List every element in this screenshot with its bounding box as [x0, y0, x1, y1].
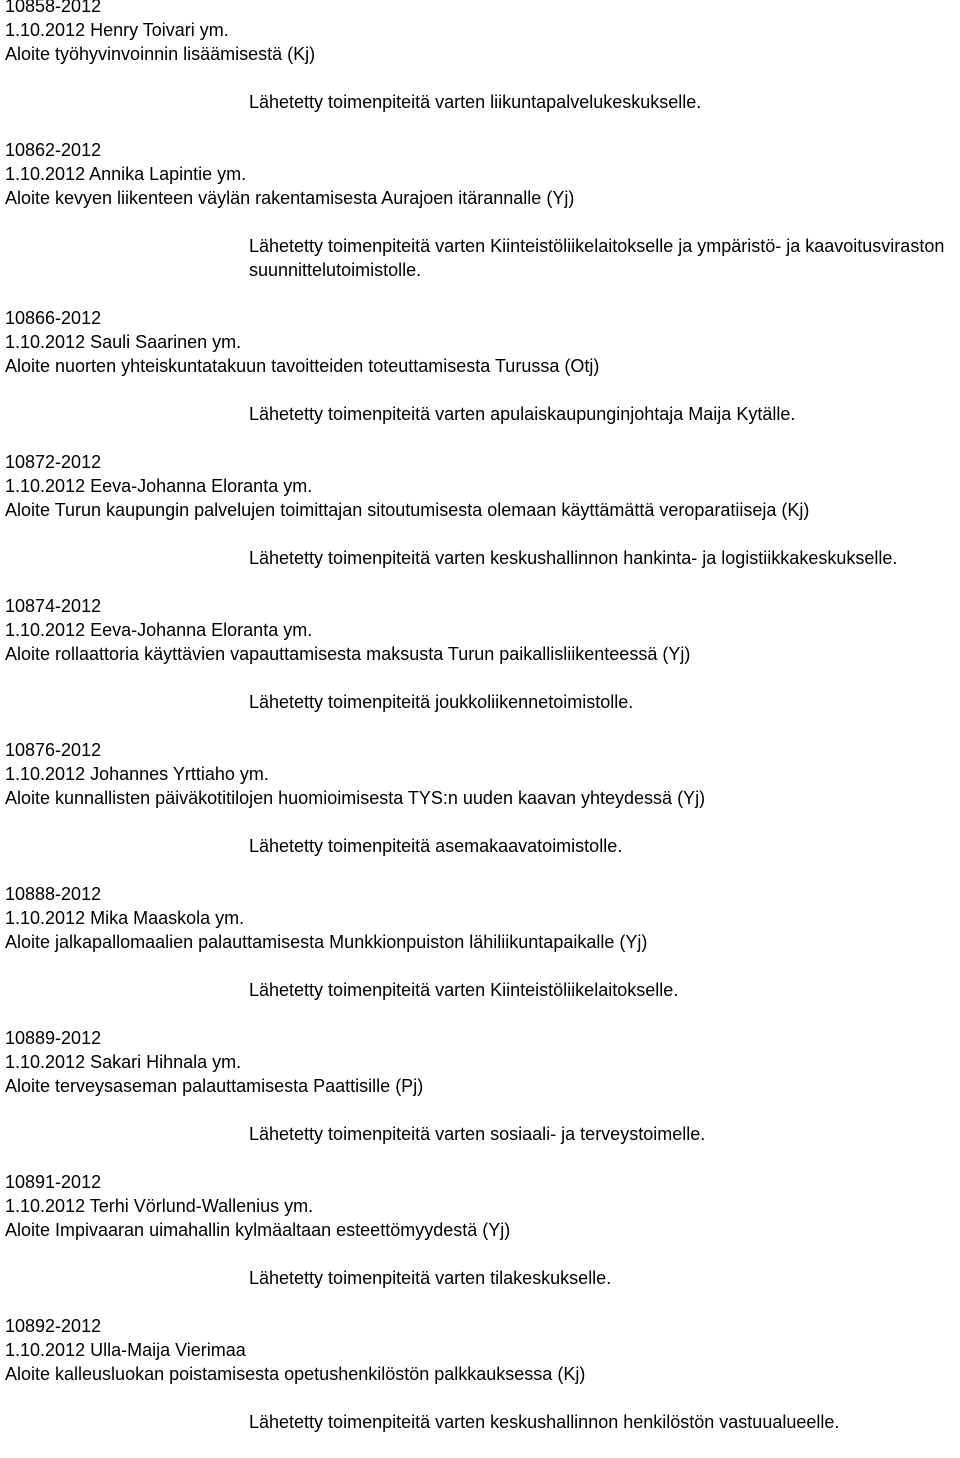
entry-title: Aloite terveysaseman palauttamisesta Paattisille (Pj) — [5, 1076, 424, 1096]
entry-gap — [5, 1290, 955, 1314]
entry-gap — [5, 1146, 955, 1170]
entry-date-author: 1.10.2012 Johannes Yrttiaho ym. — [5, 764, 269, 784]
entry-gap — [5, 210, 955, 234]
entry-number: 10862-2012 — [5, 140, 102, 160]
entry-date-author: 1.10.2012 Sauli Saarinen ym. — [5, 332, 242, 352]
entry-note: Lähetetty toimenpiteitä joukkoliikennetoimistolle. — [249, 692, 634, 712]
entry-gap — [5, 714, 955, 738]
entry-title: Aloite jalkapallomaalien palauttamisesta Munkkionpuiston lähiliikuntapaikalle (Yj) — [5, 932, 648, 952]
entry-gap — [5, 114, 955, 138]
initiative-entry — [5, 738, 955, 882]
entry-note: Lähetetty toimenpiteitä varten keskushallinnon henkilöstön vastuualueelle. — [249, 1412, 840, 1432]
entry-note: Lähetetty toimenpiteitä asemakaavatoimistolle. — [249, 836, 623, 856]
entry-gap — [5, 378, 955, 402]
entry-number: 10872-2012 — [5, 452, 102, 472]
entry-gap — [5, 570, 955, 594]
entry-gap — [5, 954, 955, 978]
initiative-entry — [5, 882, 955, 1026]
entry-note: Lähetetty toimenpiteitä varten liikuntapalvelukeskukselle. — [249, 92, 702, 112]
entry-date-author: 1.10.2012 Terhi Vörlund-Wallenius ym. — [5, 1196, 314, 1216]
entry-number: 10866-2012 — [5, 308, 102, 328]
entry-gap — [5, 522, 955, 546]
initiative-entry — [5, 450, 955, 594]
entry-date-author: 1.10.2012 Ulla-Maija Vierimaa — [5, 1340, 246, 1360]
entry-gap — [5, 1098, 955, 1122]
initiative-entry — [5, 138, 955, 306]
entry-number: 10891-2012 — [5, 1172, 102, 1192]
entry-title: Aloite kunnallisten päiväkotitilojen huomioimisesta TYS:n uuden kaavan yhteydessä (Yj) — [5, 788, 706, 808]
entry-note: Lähetetty toimenpiteitä varten Kiinteistöliikelaitokselle ja ympäristö- ja kaavoitusviraston suunnittelutoimistolle. — [249, 236, 945, 280]
entry-note: Lähetetty toimenpiteitä varten tilakeskukselle. — [249, 1268, 612, 1288]
initiative-entry — [5, 1170, 955, 1314]
document-body — [5, 0, 955, 1458]
entry-date-author: 1.10.2012 Annika Lapintie ym. — [5, 164, 247, 184]
entry-gap — [5, 1242, 955, 1266]
entry-number: 10874-2012 — [5, 596, 102, 616]
entry-title: Aloite Impivaaran uimahallin kylmäaltaan esteettömyydestä (Yj) — [5, 1220, 511, 1240]
entry-title: Aloite Turun kaupungin palvelujen toimittajan sitoutumisesta olemaan käyttämättä veroparatiiseja (Kj) — [5, 500, 810, 520]
entry-number: 10876-2012 — [5, 740, 102, 760]
initiative-entry — [5, 594, 955, 738]
entry-gap — [5, 810, 955, 834]
entry-note: Lähetetty toimenpiteitä varten Kiinteistöliikelaitokselle. — [249, 980, 679, 1000]
entry-note: Lähetetty toimenpiteitä varten sosiaali- ja terveystoimelle. — [249, 1124, 706, 1144]
entry-gap — [5, 1434, 955, 1458]
entry-date-author: 1.10.2012 Eeva-Johanna Eloranta ym. — [5, 620, 313, 640]
initiative-entry — [5, 1026, 955, 1170]
entry-number: 10888-2012 — [5, 884, 102, 904]
entry-gap — [5, 66, 955, 90]
entry-number: 10892-2012 — [5, 1316, 102, 1336]
entry-gap — [5, 1002, 955, 1026]
entry-note: Lähetetty toimenpiteitä varten apulaiskaupunginjohtaja Maija Kytälle. — [249, 404, 796, 424]
entry-date-author: 1.10.2012 Eeva-Johanna Eloranta ym. — [5, 476, 313, 496]
entry-title: Aloite kalleusluokan poistamisesta opetushenkilöstön palkkauksessa (Kj) — [5, 1364, 586, 1384]
entry-gap — [5, 426, 955, 450]
initiative-entry — [5, 1314, 955, 1458]
initiative-entry — [5, 0, 955, 138]
entry-date-author: 1.10.2012 Mika Maaskola ym. — [5, 908, 245, 928]
initiative-entry — [5, 306, 955, 450]
entry-gap — [5, 666, 955, 690]
entry-gap — [5, 858, 955, 882]
entry-note: Lähetetty toimenpiteitä varten keskushallinnon hankinta- ja logistiikkakeskukselle. — [249, 548, 898, 568]
entry-gap — [5, 282, 955, 306]
entry-title: Aloite kevyen liikenteen väylän rakentamisesta Aurajoen itärannalle (Yj) — [5, 188, 575, 208]
entry-title: Aloite nuorten yhteiskuntatakuun tavoitteiden toteuttamisesta Turussa (Otj) — [5, 356, 600, 376]
entry-title: Aloite työhyvinvoinnin lisäämisestä (Kj) — [5, 44, 316, 64]
entry-gap — [5, 1386, 955, 1410]
initiative-list — [5, 0, 955, 1458]
entry-date-author: 1.10.2012 Henry Toivari ym. — [5, 20, 229, 40]
entry-number: 10889-2012 — [5, 1028, 102, 1048]
entry-title: Aloite rollaattoria käyttävien vapauttamisesta maksusta Turun paikallisliikenteessä (Yj) — [5, 644, 691, 664]
entry-date-author: 1.10.2012 Sakari Hihnala ym. — [5, 1052, 242, 1072]
entry-number: 10858-2012 — [5, 0, 102, 16]
